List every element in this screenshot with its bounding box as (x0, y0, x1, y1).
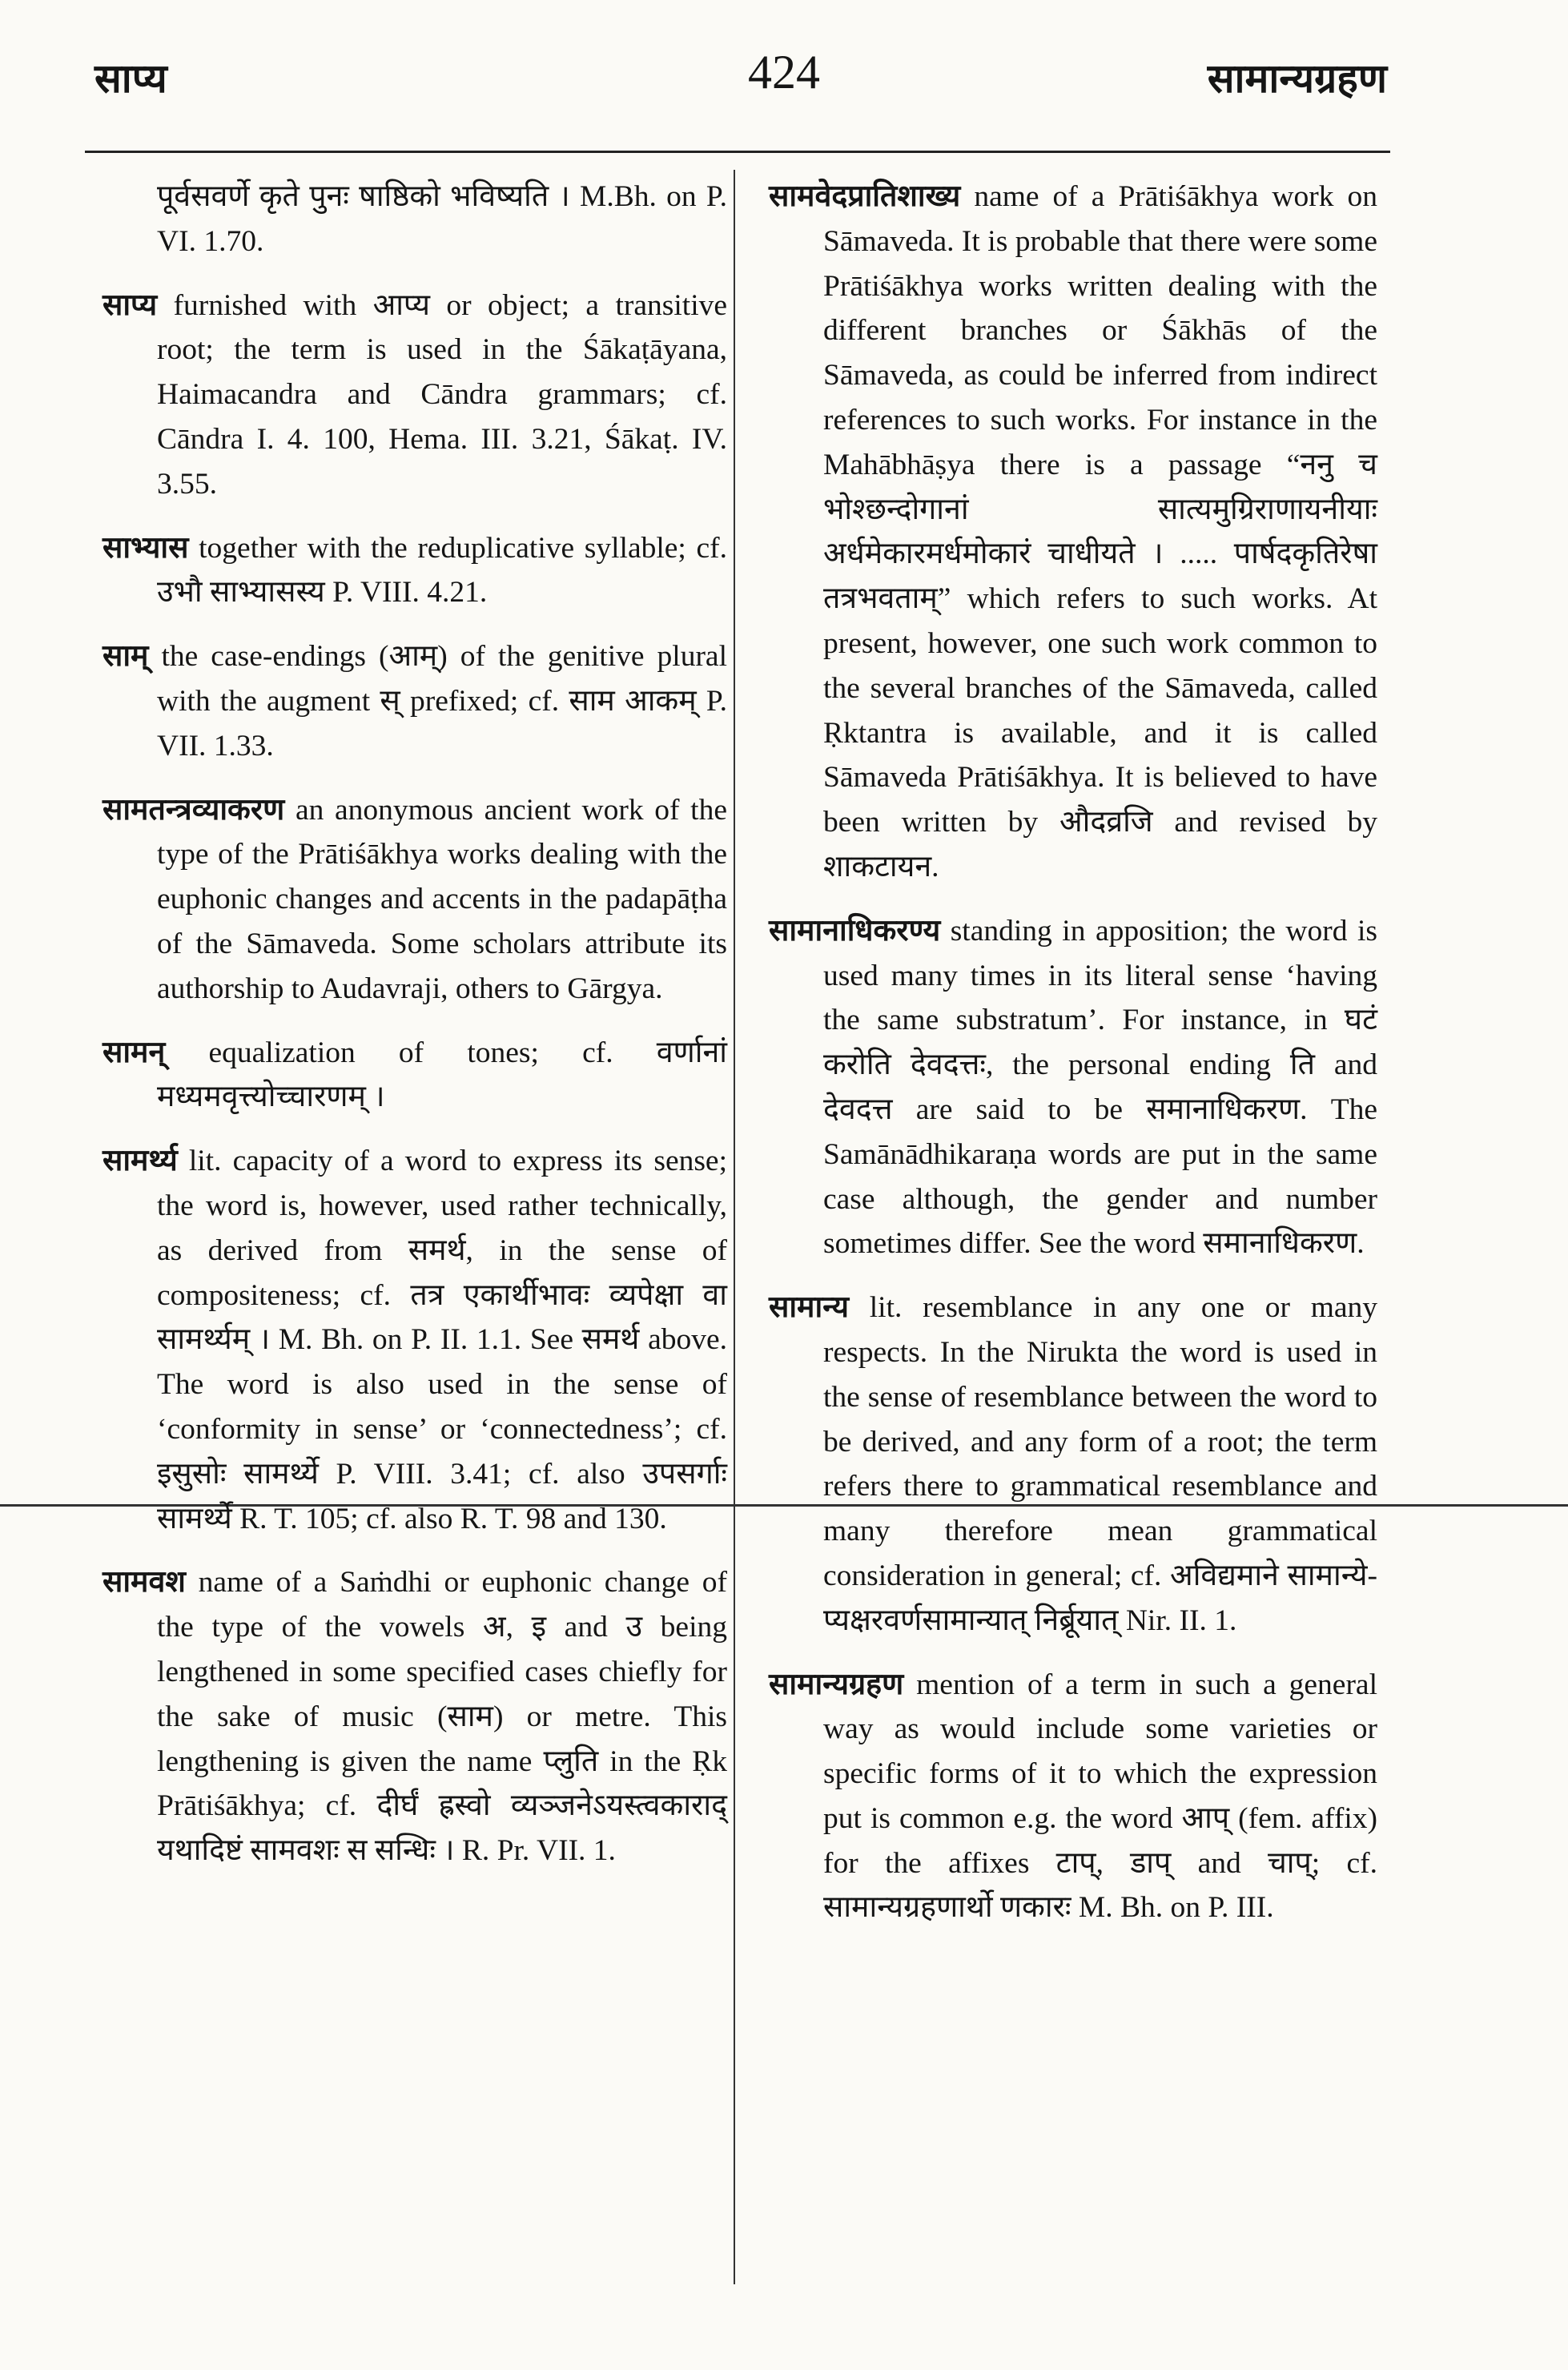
entry-headword: साम् (103, 640, 149, 674)
entry-headword: सामतन्त्रव्याकरण (103, 793, 285, 827)
right-column (769, 175, 1377, 1950)
entry-definition: standing in apposition; the word is used many times in its literal sense ‘having the same substratum’. For instance, in घटं करोति देवदत्तः, the personal ending ति and देवदत्त are said to be समानाधिकरण. The Samānādhikaraṇa words are put in the same case although, the gender and number sometimes differ. See the word समानाधिकरण. (823, 914, 1377, 1261)
header-rule (85, 151, 1390, 153)
left-column (103, 175, 727, 1893)
dictionary-entry (103, 526, 727, 616)
entry-headword: सामान्यग्रहण (769, 1668, 904, 1701)
entry-definition: mention of a term in such a general way as would include some varieties or specific forms of it to which the expression put is common e.g. the word आप् (fem. affix) for the affixes टाप्, डाप् and चाप्; cf. सामान्यग्रहणार्थो णकारः M. Bh. on P. III. (823, 1668, 1377, 1925)
entry-definition: lit. resemblance in any one or many respects. In the Nirukta the word is used in the sense of resemblance between the word to be derived, and any form of a root; the term refers there to grammatical resemblance and many therefore mean grammatical consideration in general; cf. अविद्यमाने सामान्ये-प्यक्षरवर्णसामान्यात् निर्ब्रूयात् Nir. II. 1. (823, 1291, 1378, 1637)
dictionary-entry (103, 284, 727, 507)
dictionary-entry (103, 1139, 727, 1541)
entry-headword: सामवश (103, 1566, 186, 1599)
dictionary-entry (103, 634, 727, 768)
dictionary-entry (103, 1560, 727, 1873)
entry-headword: सामवेदप्रातिशाख्य (769, 180, 961, 213)
dictionary-entry (103, 1031, 727, 1121)
running-head-left: साप्य (94, 56, 167, 101)
entry-headword: सामन् (103, 1036, 166, 1069)
entry-definition: lit. capacity of a word to express its sense; the word is, however, used rather technically, as derived from समर्थ, in the sense of compositeness; cf. तत्र एकार्थीभावः व्यपेक्षा वा सामर्थ्यम् । M. Bh. on P. II. 1.1. See समर्थ above. The word is also used in the sense of ‘conformity in sense’ or ‘connectedness’; cf. इसुसोः सामर्थ्ये P. VIII. 3.41; cf. also उपसर्गाः सामर्थ्ये R. T. 105; cf. also R. T. 98 and 130. (157, 1145, 727, 1535)
entry-headword: साप्य (103, 288, 158, 322)
dictionary-entry: पूर्वसवर्णे कृते पुनः षाष्ठिको भविष्यति । M.Bh. on P. VI. 1.70. (157, 180, 727, 258)
running-head-right: सामान्यग्रहण (1207, 56, 1387, 101)
dictionary-entry (769, 909, 1377, 1266)
dictionary-entry (103, 788, 727, 1012)
entry-headword: सामानाधिकरण्य (769, 914, 941, 948)
entry-definition: name of a Prātiśākhya work on Sāmaveda. It is probable that there were some Prātiśākhya works written dealing with the different branches or Śākhās of the Sāmaveda, as could be inferred from indirect references to such works. For instance in the Mahābhāṣya there is a passage “ननु च भोश्छन्दोगानां सात्यमुग्रिराणायनीयाः अर्धमेकारमर्धमोकारं चाधीयते । ..... पार्षदकृतिरेषा तत्रभवताम्” which refers to such works. At present, however, one such work common to the several branches of the Sāmaveda, called Ṛktantra is available, and it is called Sāmaveda Prātiśākhya. It is believed to have been written by औदव्रजि and revised by शाकटायन. (823, 180, 1377, 883)
entry-definition: furnished with आप्य or object; a transitive root; the term is used in the Śākaṭāyana, Haimacandra and Cāndra grammars; cf. Cāndra I. 4. 100, Hema. III. 3.21, Śākaṭ. IV. 3.55. (157, 288, 728, 501)
page-number: 424 (748, 46, 820, 99)
dictionary-entry (769, 1663, 1377, 1931)
entry-definition: an anonymous ancient work of the type of the Prātiśākhya works dealing with the euphonic changes and accents in the padapāṭha of the Sāmaveda. Some scholars attribute its authorship to Audavraji, others to Gārgya. (157, 793, 727, 1005)
entry-definition: equalization of tones; cf. वर्णानां मध्यमवृत्त्योच्चारणम् । (157, 1036, 727, 1114)
entry-definition: together with the reduplicative syllable; cf. उभौ साभ्यासस्य P. VIII. 4.21. (157, 531, 728, 610)
dictionary-entry (769, 175, 1377, 890)
column-divider (734, 170, 735, 2284)
entry-headword: साभ्यास (103, 531, 189, 565)
dictionary-entry (769, 1286, 1377, 1643)
entry-definition: the case-endings (आम्) of the genitive plural with the augment स् prefixed; cf. साम आकम् P. VII. 1.33. (157, 640, 727, 763)
entry-definition: name of a Saṁdhi or euphonic change of the type of the vowels अ, इ and उ being lengthened in some specified cases chiefly for the sake of music (साम) or metre. This lengthening is given the name प्लुति in the Ṛk Prātiśākhya; cf. दीर्घं ह्रस्वो व्यञ्जनेऽयस्त्वकाराद् यथादिष्टं सामवशः स सन्धिः । R. Pr. VII. 1. (157, 1566, 727, 1868)
entry-headword: सामर्थ्य (103, 1145, 178, 1178)
entry-headword: सामान्य (769, 1291, 850, 1325)
